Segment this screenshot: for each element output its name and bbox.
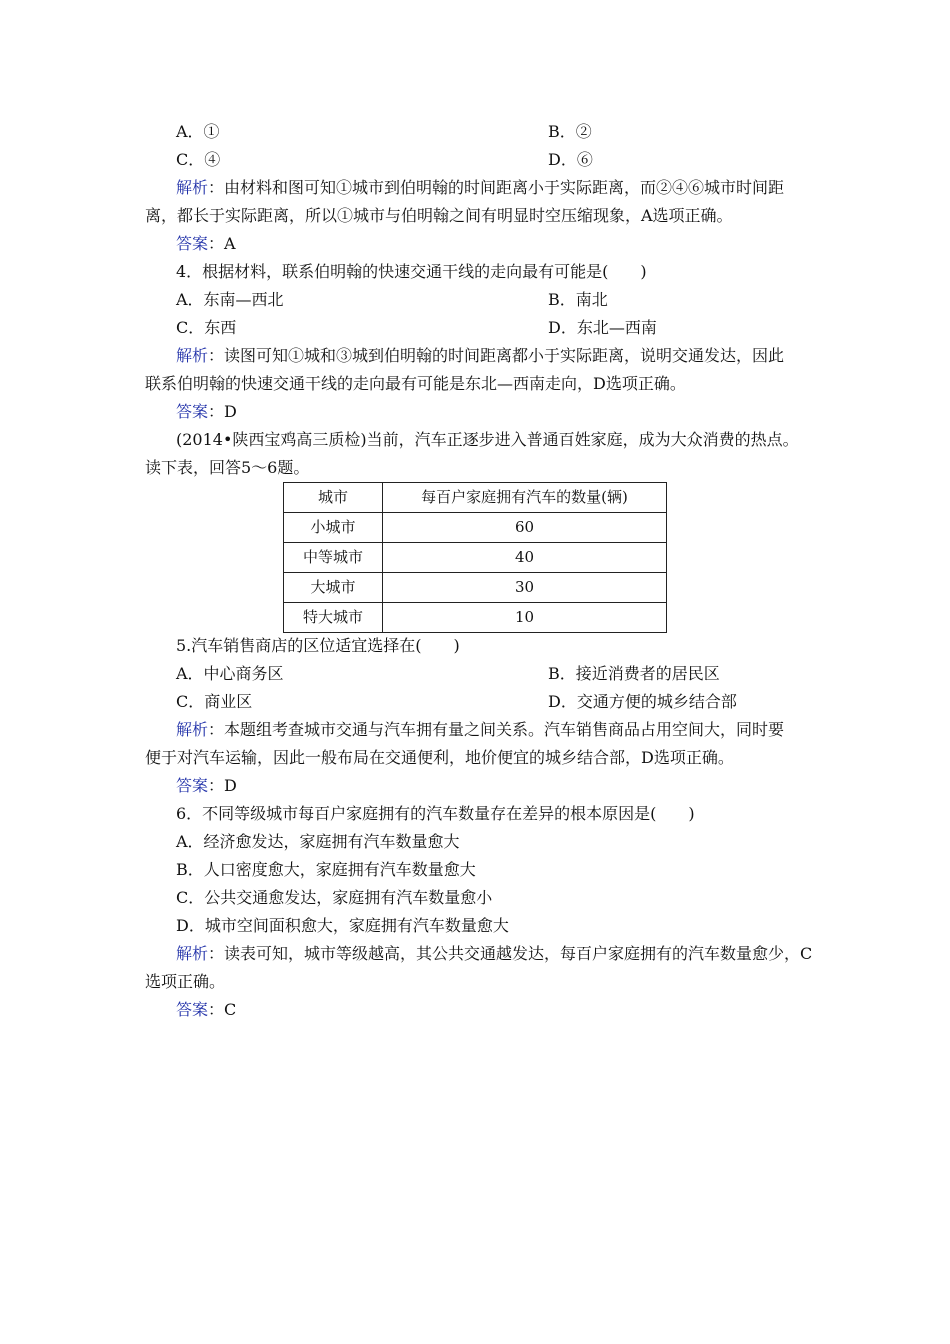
- q4-options-row-1: [176, 286, 816, 314]
- q4-answer: 答案：D: [176, 402, 237, 421]
- q6-answer: 答案：C: [176, 1000, 237, 1019]
- q3-options-row-1: [176, 118, 816, 146]
- q5-analysis-line-1: 解析：本题组考查城市交通与汽车拥有量之间关系。汽车销售商品占用空间大，同时要: [176, 720, 785, 739]
- q4-option-a: A．东南—西北: [176, 290, 284, 309]
- q5-option-c: C．商业区: [176, 692, 253, 711]
- table-cell-city: 小城市: [284, 513, 383, 543]
- q3-option-a: A．①: [176, 122, 220, 141]
- car-ownership-table: [283, 482, 667, 633]
- q6-option-c: C．公共交通愈发达，家庭拥有汽车数量愈小: [176, 888, 493, 907]
- table-cell-count: 10: [383, 603, 667, 633]
- q4-option-d: D．东北—西南: [548, 318, 657, 337]
- q4-analysis-line-1: 解析：读图可知①城和③城到伯明翰的时间距离都小于实际距离，说明交通发达，因此: [176, 346, 785, 365]
- q3-options-row-2: [176, 146, 816, 174]
- q6-answer-label: 答案: [176, 1000, 209, 1019]
- q5-answer: 答案：D: [176, 776, 237, 795]
- q3-option-b: B．②: [548, 122, 592, 141]
- table-cell-count: 60: [383, 513, 667, 543]
- q6-question: 6．不同等级城市每百户家庭拥有的汽车数量存在差异的根本原因是( ): [176, 804, 695, 823]
- q3-answer: 答案：A: [176, 234, 236, 253]
- q4-option-c: C．东西: [176, 318, 237, 337]
- intro-line-1: (2014•陕西宝鸡高三质检)当前，汽车正逐步进入普通百姓家庭，成为大众消费的热点。: [176, 430, 799, 449]
- q6-analysis-label: 解析: [176, 944, 209, 963]
- intro-line-2: 读下表，回答5～6题。: [145, 458, 310, 477]
- q5-options-row-1: [176, 660, 816, 688]
- q6-option-a: A．经济愈发达，家庭拥有汽车数量愈大: [176, 832, 460, 851]
- table-row: [284, 513, 667, 543]
- q3-analysis-line-1: 解析：由材料和图可知①城市到伯明翰的时间距离小于实际距离，而②④⑥城市时间距: [176, 178, 785, 197]
- q3-analysis-label: 解析: [176, 178, 209, 197]
- table-cell-count: 30: [383, 573, 667, 603]
- q6-analysis-line-1: 解析：读表可知，城市等级越高，其公共交通越发达，每百户家庭拥有的汽车数量愈少，C: [176, 944, 813, 963]
- q5-option-d: D．交通方便的城乡结合部: [548, 692, 737, 711]
- q5-option-b: B．接近消费者的居民区: [548, 664, 720, 683]
- q4-question: 4．根据材料，联系伯明翰的快速交通干线的走向最有可能是( ): [176, 262, 647, 281]
- table-row: [284, 573, 667, 603]
- table-header-count: 每百户家庭拥有汽车的数量(辆): [383, 483, 667, 513]
- q6-option-d: D．城市空间面积愈大，家庭拥有汽车数量愈大: [176, 916, 509, 935]
- q3-analysis-line-2: 离，都长于实际距离，所以①城市与伯明翰之间有明显时空压缩现象，A选项正确。: [145, 206, 733, 225]
- q5-option-a: A．中心商务区: [176, 664, 284, 683]
- q5-options-row-2: [176, 688, 816, 716]
- table-header-row: [284, 483, 667, 513]
- q6-analysis-line-2: 选项正确。: [145, 972, 226, 991]
- table-header-city: 城市: [284, 483, 383, 513]
- table-cell-count: 40: [383, 543, 667, 573]
- table-row: [284, 543, 667, 573]
- table-cell-city: 特大城市: [284, 603, 383, 633]
- q4-options-row-2: [176, 314, 816, 342]
- q3-answer-label: 答案: [176, 234, 209, 253]
- table-cell-city: 中等城市: [284, 543, 383, 573]
- q4-analysis-label: 解析: [176, 346, 209, 365]
- table-cell-city: 大城市: [284, 573, 383, 603]
- q5-analysis-line-2: 便于对汽车运输，因此一般布局在交通便利，地价便宜的城乡结合部，D选项正确。: [145, 748, 734, 767]
- q5-answer-label: 答案: [176, 776, 209, 795]
- q5-analysis-label: 解析: [176, 720, 209, 739]
- q4-analysis-line-2: 联系伯明翰的快速交通干线的走向最有可能是东北—西南走向，D选项正确。: [145, 374, 686, 393]
- q4-answer-label: 答案: [176, 402, 209, 421]
- q3-option-d: D．⑥: [548, 150, 593, 169]
- q6-option-b: B．人口密度愈大，家庭拥有汽车数量愈大: [176, 860, 476, 879]
- q4-option-b: B．南北: [548, 290, 608, 309]
- q3-option-c: C．④: [176, 150, 221, 169]
- q5-question: 5.汽车销售商店的区位适宜选择在( ): [176, 636, 460, 655]
- table-row: [284, 603, 667, 633]
